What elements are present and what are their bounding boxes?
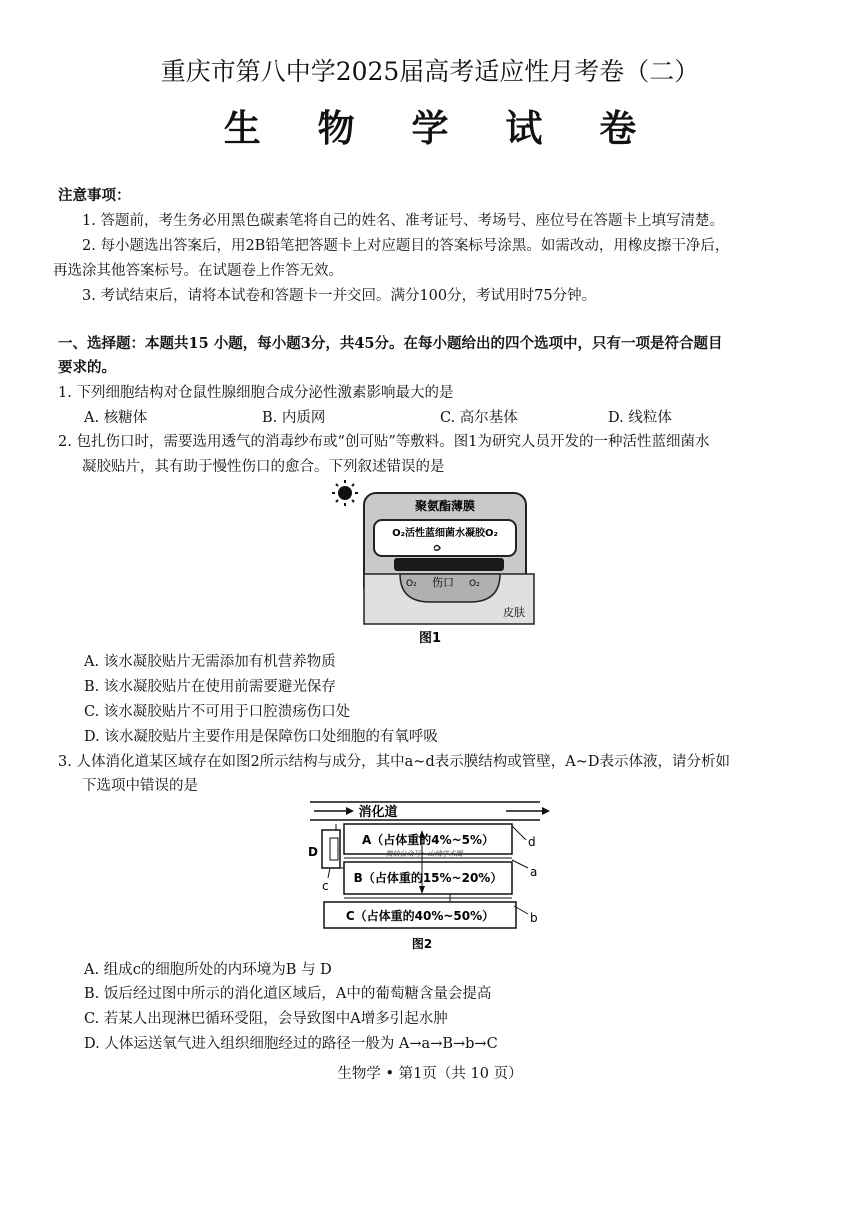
question-1-stem: 1. 下列细胞结构对仓鼠性腺细胞合成分泌性激素影响最大的是 xyxy=(58,385,454,401)
tract-arrow-left xyxy=(314,807,354,815)
structure-c-label: c xyxy=(322,879,329,893)
oxygen-left-label: O₂ xyxy=(406,579,417,589)
question-2-option-a: A. 该水凝胶贴片无需添加有机营养物质 xyxy=(84,654,336,670)
section-1-heading-line-2: 要求的。 xyxy=(58,359,116,376)
film-label: 聚氨酯薄膜 xyxy=(414,499,476,513)
notice-item-2-line-2: 再选涂其他答案标号。在试题卷上作答无效。 xyxy=(53,263,343,279)
section-1-heading-line-1: 一、选择题：本题共15 小题，每小题3分，共45分。在每小题给出的四个选项中，只有一项是符合题目 xyxy=(58,335,723,352)
question-1-option-d: D. 线粒体 xyxy=(608,410,672,426)
fluid-d-label: D xyxy=(308,845,318,859)
question-3-option-c: C. 若某人出现淋巴循环受阻，会导致图中A增多引起水肿 xyxy=(84,1011,448,1027)
question-3-option-b: B. 饭后经过图中所示的消化道区域后，A中的葡萄糖含量会提高 xyxy=(84,986,492,1002)
fluid-c-label: C（占体重的40%~50%） xyxy=(345,909,495,923)
question-3-option-a: A. 组成c的细胞所处的内环境为B 与 D xyxy=(84,962,332,978)
contact-layer xyxy=(394,558,504,571)
fluid-a-label: A（占体重的4%~5%） xyxy=(361,833,495,847)
exam-title: 重庆市第八中学2025届高考适应性月考卷（二） xyxy=(160,57,700,86)
structure-b-label: b xyxy=(530,911,538,925)
question-3-stem-line-1: 3. 人体消化道某区域存在如图2所示结构与成分，其中a~d表示膜结构或管壁，A~D表示体液，请分析如 xyxy=(58,754,730,770)
question-2-stem-line-1: 2. 包扎伤口时，需要选用透气的消毒纱布或“创可贴”等敷料。图1为研究人员开发的一种活性蓝细菌水 xyxy=(58,434,710,450)
tract-arrow-right xyxy=(506,807,550,815)
page-footer: 生物学 • 第1页（共 10 页） xyxy=(337,1066,523,1082)
figure-1-hydrogel-patch xyxy=(330,478,540,650)
question-2-option-d: D. 该水凝胶贴片主要作用是保障伤口处细胞的有氧呼吸 xyxy=(84,729,438,745)
notice-item-1: 1. 答题前，考生务必用黑色碳素笔将自己的姓名、准考证号、考场号、座位号在答题卡上填写清楚。 xyxy=(82,213,724,229)
structure-a-label: a xyxy=(530,865,538,879)
figure-2-caption: 图2 xyxy=(411,937,433,951)
wound-label: 伤口 xyxy=(432,576,454,589)
hydrogel-label: O₂活性蓝细菌水凝胶O₂ xyxy=(392,528,498,539)
oxygen-right-label: O₂ xyxy=(469,579,480,589)
notice-item-2-line-1: 2. 每小题选出答案后，用2B铅笔把答题卡上对应题目的答案标号涂黑。如需改动，用橡皮擦干净后， xyxy=(82,238,730,254)
question-2-option-c: C. 该水凝胶贴片不可用于口腔溃疡伤口处 xyxy=(84,704,351,720)
question-1-option-b: B. 内质网 xyxy=(262,410,326,426)
sun-icon xyxy=(332,480,358,506)
question-2-stem-line-2: 凝胶贴片，其有助于慢性伤口的愈合。下列叙述错误的是 xyxy=(82,459,445,475)
digestive-tract-label: 消化道 xyxy=(358,805,398,820)
question-1-option-c: C. 高尔基体 xyxy=(440,410,518,426)
fluid-b-label: B（占体重的15%~20%） xyxy=(353,871,503,885)
subject-title: 生 物 学 试 卷 xyxy=(223,106,659,150)
notice-heading: 注意事项： xyxy=(58,187,131,204)
question-2-option-b: B. 该水凝胶贴片在使用前需要避光保存 xyxy=(84,679,336,695)
structure-d-label: d xyxy=(528,835,536,849)
question-1-option-a: A. 核糖体 xyxy=(84,410,148,426)
question-3-stem-line-2: 下选项中错误的是 xyxy=(82,778,198,794)
question-3-option-d: D. 人体运送氧气进入组织细胞经过的路径一般为 A→a→B→b→C xyxy=(84,1036,498,1052)
notice-item-3: 3. 考试结束后，请将本试卷和答题卡一并交回。满分100分，考试用时75分钟。 xyxy=(82,288,597,304)
watermark-text: 微信公众号：山城学术圈 xyxy=(385,850,463,858)
figure-1-caption: 图1 xyxy=(418,631,442,646)
skin-label: 皮肤 xyxy=(503,606,525,619)
figure-2-body-fluids xyxy=(300,796,560,956)
